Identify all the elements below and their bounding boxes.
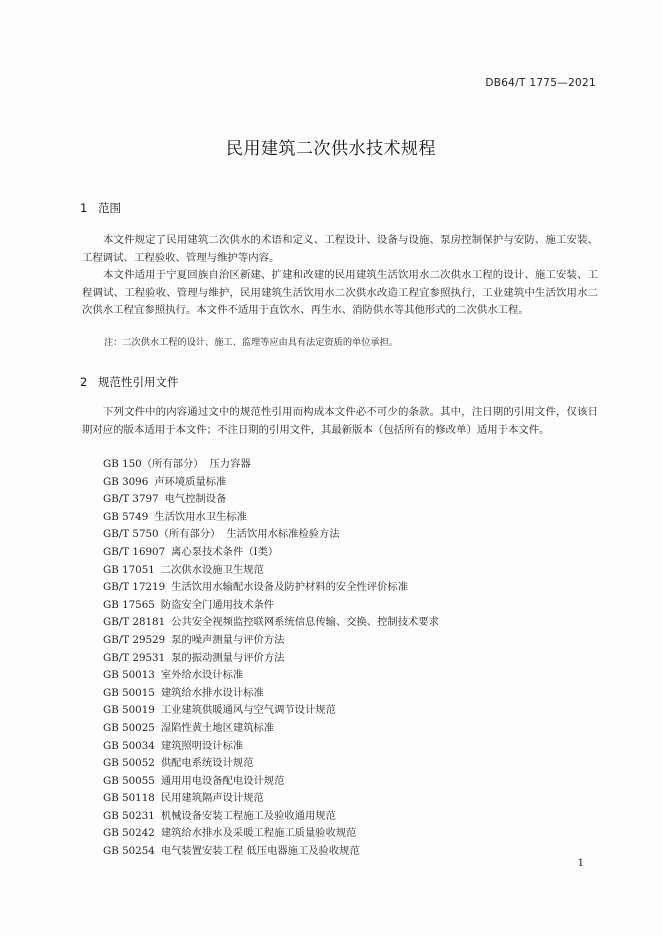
reference-code: GB 50231 <box>103 809 155 822</box>
reference-title: 电气装置安装工程 低压电器施工及验收规范 <box>160 845 360 858</box>
reference-item <box>103 685 603 703</box>
reference-item <box>103 579 603 597</box>
reference-item <box>103 755 603 773</box>
reference-item <box>103 632 603 650</box>
reference-item <box>103 544 603 562</box>
reference-item <box>103 773 603 791</box>
section-1-heading <box>80 200 121 216</box>
reference-title: 压力容器 <box>209 458 251 470</box>
reference-item <box>103 790 603 808</box>
reference-code: GB 50254 <box>103 845 155 858</box>
reference-item <box>103 456 603 474</box>
section-2-heading <box>80 374 179 390</box>
document-title: 民用建筑二次供水技术规程 <box>226 139 436 159</box>
normative-refs-intro: 下列文件中的内容通过文中的规范性引用而构成本文件必不可少的条款。其中，注日期的引用文件，仅该日期对应的版本适用于本文件；不注日期的引用文件，其最新版本（包括所有的修改单）适用于本文件。 <box>82 406 598 436</box>
reference-code: GB/T 29531 <box>103 651 166 664</box>
reference-code: GB 150（所有部分） <box>103 458 204 470</box>
reference-code: GB 3096 <box>103 475 149 488</box>
reference-title: 工业建筑供暖通风与空气调节设计规范 <box>160 704 336 717</box>
reference-item <box>103 597 603 615</box>
reference-title: 生活饮用水输配水设备及防护材料的安全性评价标准 <box>171 581 408 594</box>
reference-code: GB 17051 <box>103 563 155 576</box>
reference-item <box>103 526 603 544</box>
reference-item <box>103 702 603 720</box>
reference-item <box>103 738 603 756</box>
reference-item <box>103 720 603 738</box>
reference-title: 二次供水设施卫生规范 <box>160 563 264 576</box>
reference-item <box>103 667 603 685</box>
reference-item <box>103 650 603 668</box>
reference-title: 民用建筑隔声设计规范 <box>160 792 264 805</box>
reference-title: 电气控制设备 <box>164 493 227 506</box>
reference-item <box>103 562 603 580</box>
section-1-number: 1 <box>80 201 88 215</box>
reference-title: 生活饮用水标准检验方法 <box>226 528 340 541</box>
reference-title: 建筑给水排水设计标准 <box>160 686 264 699</box>
reference-title: 声环境质量标准 <box>154 475 227 488</box>
reference-title: 泵的振动测量与评价方法 <box>171 651 285 664</box>
reference-code: GB 50019 <box>103 704 155 717</box>
reference-title: 建筑给水排水及采暖工程施工质量验收规范 <box>160 827 357 840</box>
reference-code: GB/T 5750（所有部分） <box>103 528 221 541</box>
scope-paragraph-2: 本文件适用于宁夏回族自治区新建、扩建和改建的民用建筑生活饮用水二次供水工程的设计、施工安装、工程调试、工程验收、管理与维护，民用建筑生活饮用水二次供水改造工程宜参照执行，工业建筑中生活饮用水二次供水工程宜参照执行。本文件不适用于直饮水、再生水、消防供水等其他形式的二次供水工程。 <box>82 269 598 317</box>
reference-code: GB/T 28181 <box>103 616 166 629</box>
reference-code: GB 50052 <box>103 757 155 770</box>
page-number: 1 <box>577 858 584 869</box>
reference-item <box>103 491 603 509</box>
reference-item <box>103 808 603 826</box>
reference-item <box>103 509 603 527</box>
reference-title: 公共安全视频监控联网系统信息传输、交换、控制技术要求 <box>171 616 439 629</box>
reference-code: GB 50242 <box>103 827 155 840</box>
reference-title: 防盗安全门通用技术条件 <box>160 598 275 611</box>
reference-title: 离心泵技术条件（I类） <box>171 545 279 558</box>
section-2-number: 2 <box>80 375 88 389</box>
reference-list <box>103 456 603 861</box>
section-1-title: 范围 <box>98 201 121 215</box>
document-code: DB64/T 1775—2021 <box>485 77 596 89</box>
reference-code: GB/T 3797 <box>103 493 159 506</box>
reference-code: GB 50055 <box>103 774 155 787</box>
reference-code: GB/T 29529 <box>103 633 166 646</box>
reference-title: 建筑照明设计标准 <box>160 739 244 752</box>
reference-title: 湿陷性黄土地区建筑标准 <box>160 721 275 734</box>
reference-item <box>103 825 603 843</box>
reference-code: GB 5749 <box>103 510 149 523</box>
reference-code: GB 50015 <box>103 686 155 699</box>
reference-item <box>103 474 603 492</box>
reference-title: 室外给水设计标准 <box>160 669 244 682</box>
reference-code: GB 50025 <box>103 721 155 734</box>
reference-title: 供配电系统设计规范 <box>160 757 254 770</box>
reference-code: GB 50118 <box>103 792 155 805</box>
reference-code: GB 50013 <box>103 669 155 682</box>
reference-title: 通用用电设备配电设计规范 <box>160 774 285 787</box>
reference-title: 机械设备安装工程施工及验收通用规范 <box>160 809 336 822</box>
reference-code: GB 50034 <box>103 739 155 752</box>
reference-item <box>103 614 603 632</box>
reference-item <box>103 843 603 861</box>
reference-title: 生活饮用水卫生标准 <box>154 510 247 523</box>
reference-code: GB/T 16907 <box>103 545 166 558</box>
reference-title: 泵的噪声测量与评价方法 <box>171 633 285 646</box>
scope-note: 注：二次供水工程的设计、施工、监理等应由具有法定资质的单位承担。 <box>104 337 398 348</box>
scope-paragraph-1: 本文件规定了民用建筑二次供水的术语和定义、工程设计、设备与设施、泵房控制保护与安防、施工安装、工程调试、工程验收、管理与维护等内容。 <box>82 234 598 264</box>
reference-code: GB/T 17219 <box>103 581 166 594</box>
section-2-title: 规范性引用文件 <box>98 375 179 389</box>
reference-code: GB 17565 <box>103 598 155 611</box>
